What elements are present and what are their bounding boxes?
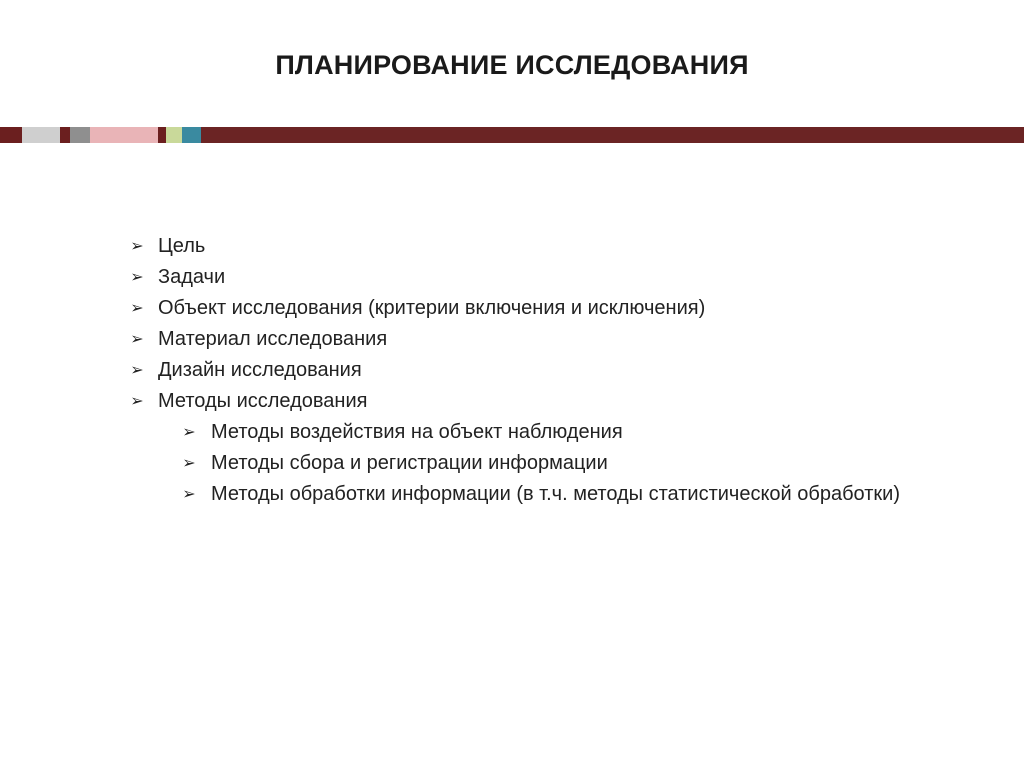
list-item-text: Методы воздействия на объект наблюдения [211,421,623,443]
list-item-text: Методы исследования [158,390,368,412]
arrowhead-bullet-icon: ➢ [130,393,144,410]
stripe-segment [201,127,1024,143]
list-item-text: Материал исследования [158,328,388,350]
list-item [0,293,1024,324]
list-item-text: Задачи [158,266,226,288]
list-item [0,355,1024,386]
sub-list-item [0,479,911,510]
arrowhead-bullet-icon: ➢ [130,238,144,255]
stripe-segment [90,127,158,143]
arrowhead-bullet-icon: ➢ [182,424,196,441]
arrowhead-bullet-icon: ➢ [130,269,144,286]
list-item [0,262,1024,293]
arrowhead-bullet-icon: ➢ [130,331,144,348]
decorative-stripe [0,127,1024,143]
stripe-segment [0,127,22,143]
arrowhead-bullet-icon: ➢ [130,362,144,379]
stripe-segment [22,127,60,143]
sub-list-item [0,448,911,479]
sub-list-item [0,417,911,448]
list-item-text: Методы обработки информации (в т.ч. методы статистической обработки) [211,483,900,505]
stripe-segment [70,127,90,143]
arrowhead-bullet-icon: ➢ [182,455,196,472]
arrowhead-bullet-icon: ➢ [130,300,144,317]
list-item [0,231,1024,262]
slide-title: ПЛАНИРОВАНИЕ ИССЛЕДОВАНИЯ [275,50,749,80]
arrowhead-bullet-icon: ➢ [182,486,196,503]
stripe-segment [158,127,166,143]
list-item-text: Дизайн исследования [158,359,362,381]
stripe-segment [182,127,201,143]
list-item-text: Цель [158,235,206,257]
list-item-text: Объект исследования (критерии включения и исключения) [158,297,706,319]
list-item-text: Методы сбора и регистрации информации [211,452,608,474]
list-item [0,386,1024,417]
list-item [0,324,1024,355]
stripe-segment [60,127,70,143]
stripe-segment [166,127,182,143]
bullet-list [0,231,1024,510]
